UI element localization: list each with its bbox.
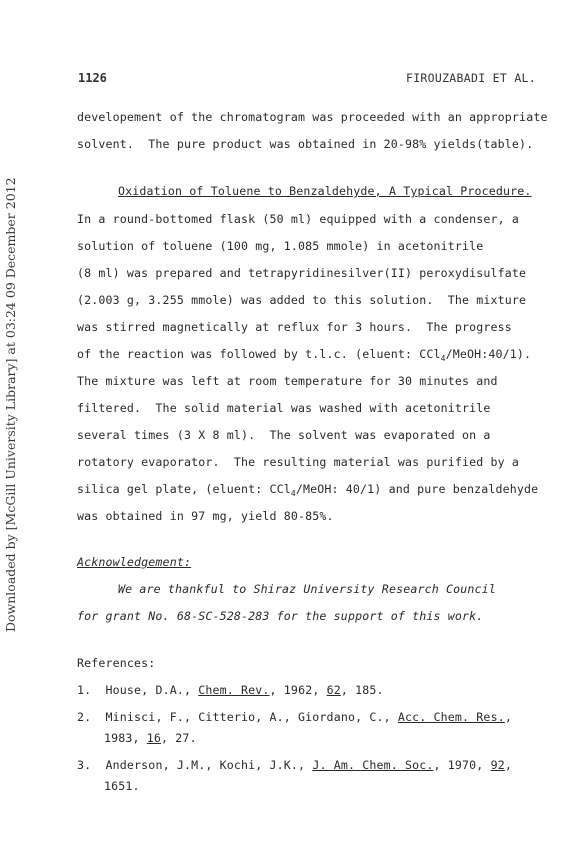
body-line: solution of toluene (100 mg, 1.085 mmole) in acetonitrile	[77, 239, 484, 253]
journal-title: Chem. Rev.	[198, 683, 270, 697]
reference-number: 1.	[77, 683, 92, 697]
body-line: solvent. The pure product was obtained in 20-98% yields(table).	[77, 137, 534, 151]
body-line	[77, 482, 538, 498]
body-line: rotatory evaporator. The resulting material was purified by a	[77, 455, 520, 469]
body-line	[77, 347, 531, 363]
body-line: The mixture was left at room temperature for 30 minutes and	[77, 374, 498, 388]
reference-continuation: 1983, 16, 27.	[104, 731, 197, 745]
download-watermark: Downloaded by [McGill University Library] at 03:24 09 December 2012	[3, 177, 18, 632]
line-text: /MeOH: 40/1) and pure benzaldehyde	[295, 482, 539, 496]
volume: 62	[326, 683, 341, 697]
subscript: 4	[290, 489, 296, 498]
acknowledgement-line: for grant No. 68-SC-528-283 for the support of this work.	[77, 609, 484, 623]
body-line: In a round-bottomed flask (50 ml) equipped with a condenser, a	[77, 212, 520, 226]
body-line: (8 ml) was prepared and tetrapyridinesilver(II) peroxydisulfate	[77, 266, 527, 280]
line-text: of the reaction was followed by t.l.c. (eluent: CCl	[77, 347, 441, 361]
body-line: several times (3 X 8 ml). The solvent was evaporated on a	[77, 428, 491, 442]
acknowledgement-heading: Acknowledgement:	[77, 555, 192, 569]
reference-item: 3. Anderson, J.M., Kochi, J.K., J. Am. Chem. Soc., 1970, 92,	[77, 758, 512, 772]
body-line: developement of the chromatogram was proceeded with an appropriate	[77, 110, 548, 124]
journal-title: J. Am. Chem. Soc.	[312, 758, 434, 772]
page-number: 1126	[78, 71, 107, 85]
body-line: was stirred magnetically at reflux for 3 hours. The progress	[77, 320, 512, 334]
section-title: Oxidation of Toluene to Benzaldehyde, A Typical Procedure.	[118, 184, 532, 198]
body-line: (2.003 g, 3.255 mmole) was added to this solution. The mixture	[77, 293, 527, 307]
body-line: was obtained in 97 mg, yield 80-85%.	[77, 509, 334, 523]
reference-item: 2. Minisci, F., Citterio, A., Giordano, C., Acc. Chem. Res.,	[77, 710, 512, 724]
reference-number: 2.	[77, 710, 92, 724]
reference-continuation: 1651.	[104, 779, 140, 793]
volume: 16	[146, 731, 162, 745]
subscript: 4	[440, 354, 446, 363]
acknowledgement-line: We are thankful to Shiraz University Research Council	[118, 582, 496, 596]
volume: 92	[490, 758, 505, 772]
line-text: silica gel plate, (eluent: CCl	[77, 482, 291, 496]
reference-number: 3.	[77, 758, 92, 772]
body-line: filtered. The solid material was washed with acetonitrile	[77, 401, 491, 415]
references-heading: References:	[77, 656, 156, 670]
line-text: /MeOH:40/1).	[445, 347, 532, 361]
reference-item: 1. House, D.A., Chem. Rev., 1962, 62, 185.	[77, 683, 384, 697]
journal-title: Acc. Chem. Res.	[397, 710, 505, 724]
running-head: FIROUZABADI ET AL.	[405, 71, 536, 85]
